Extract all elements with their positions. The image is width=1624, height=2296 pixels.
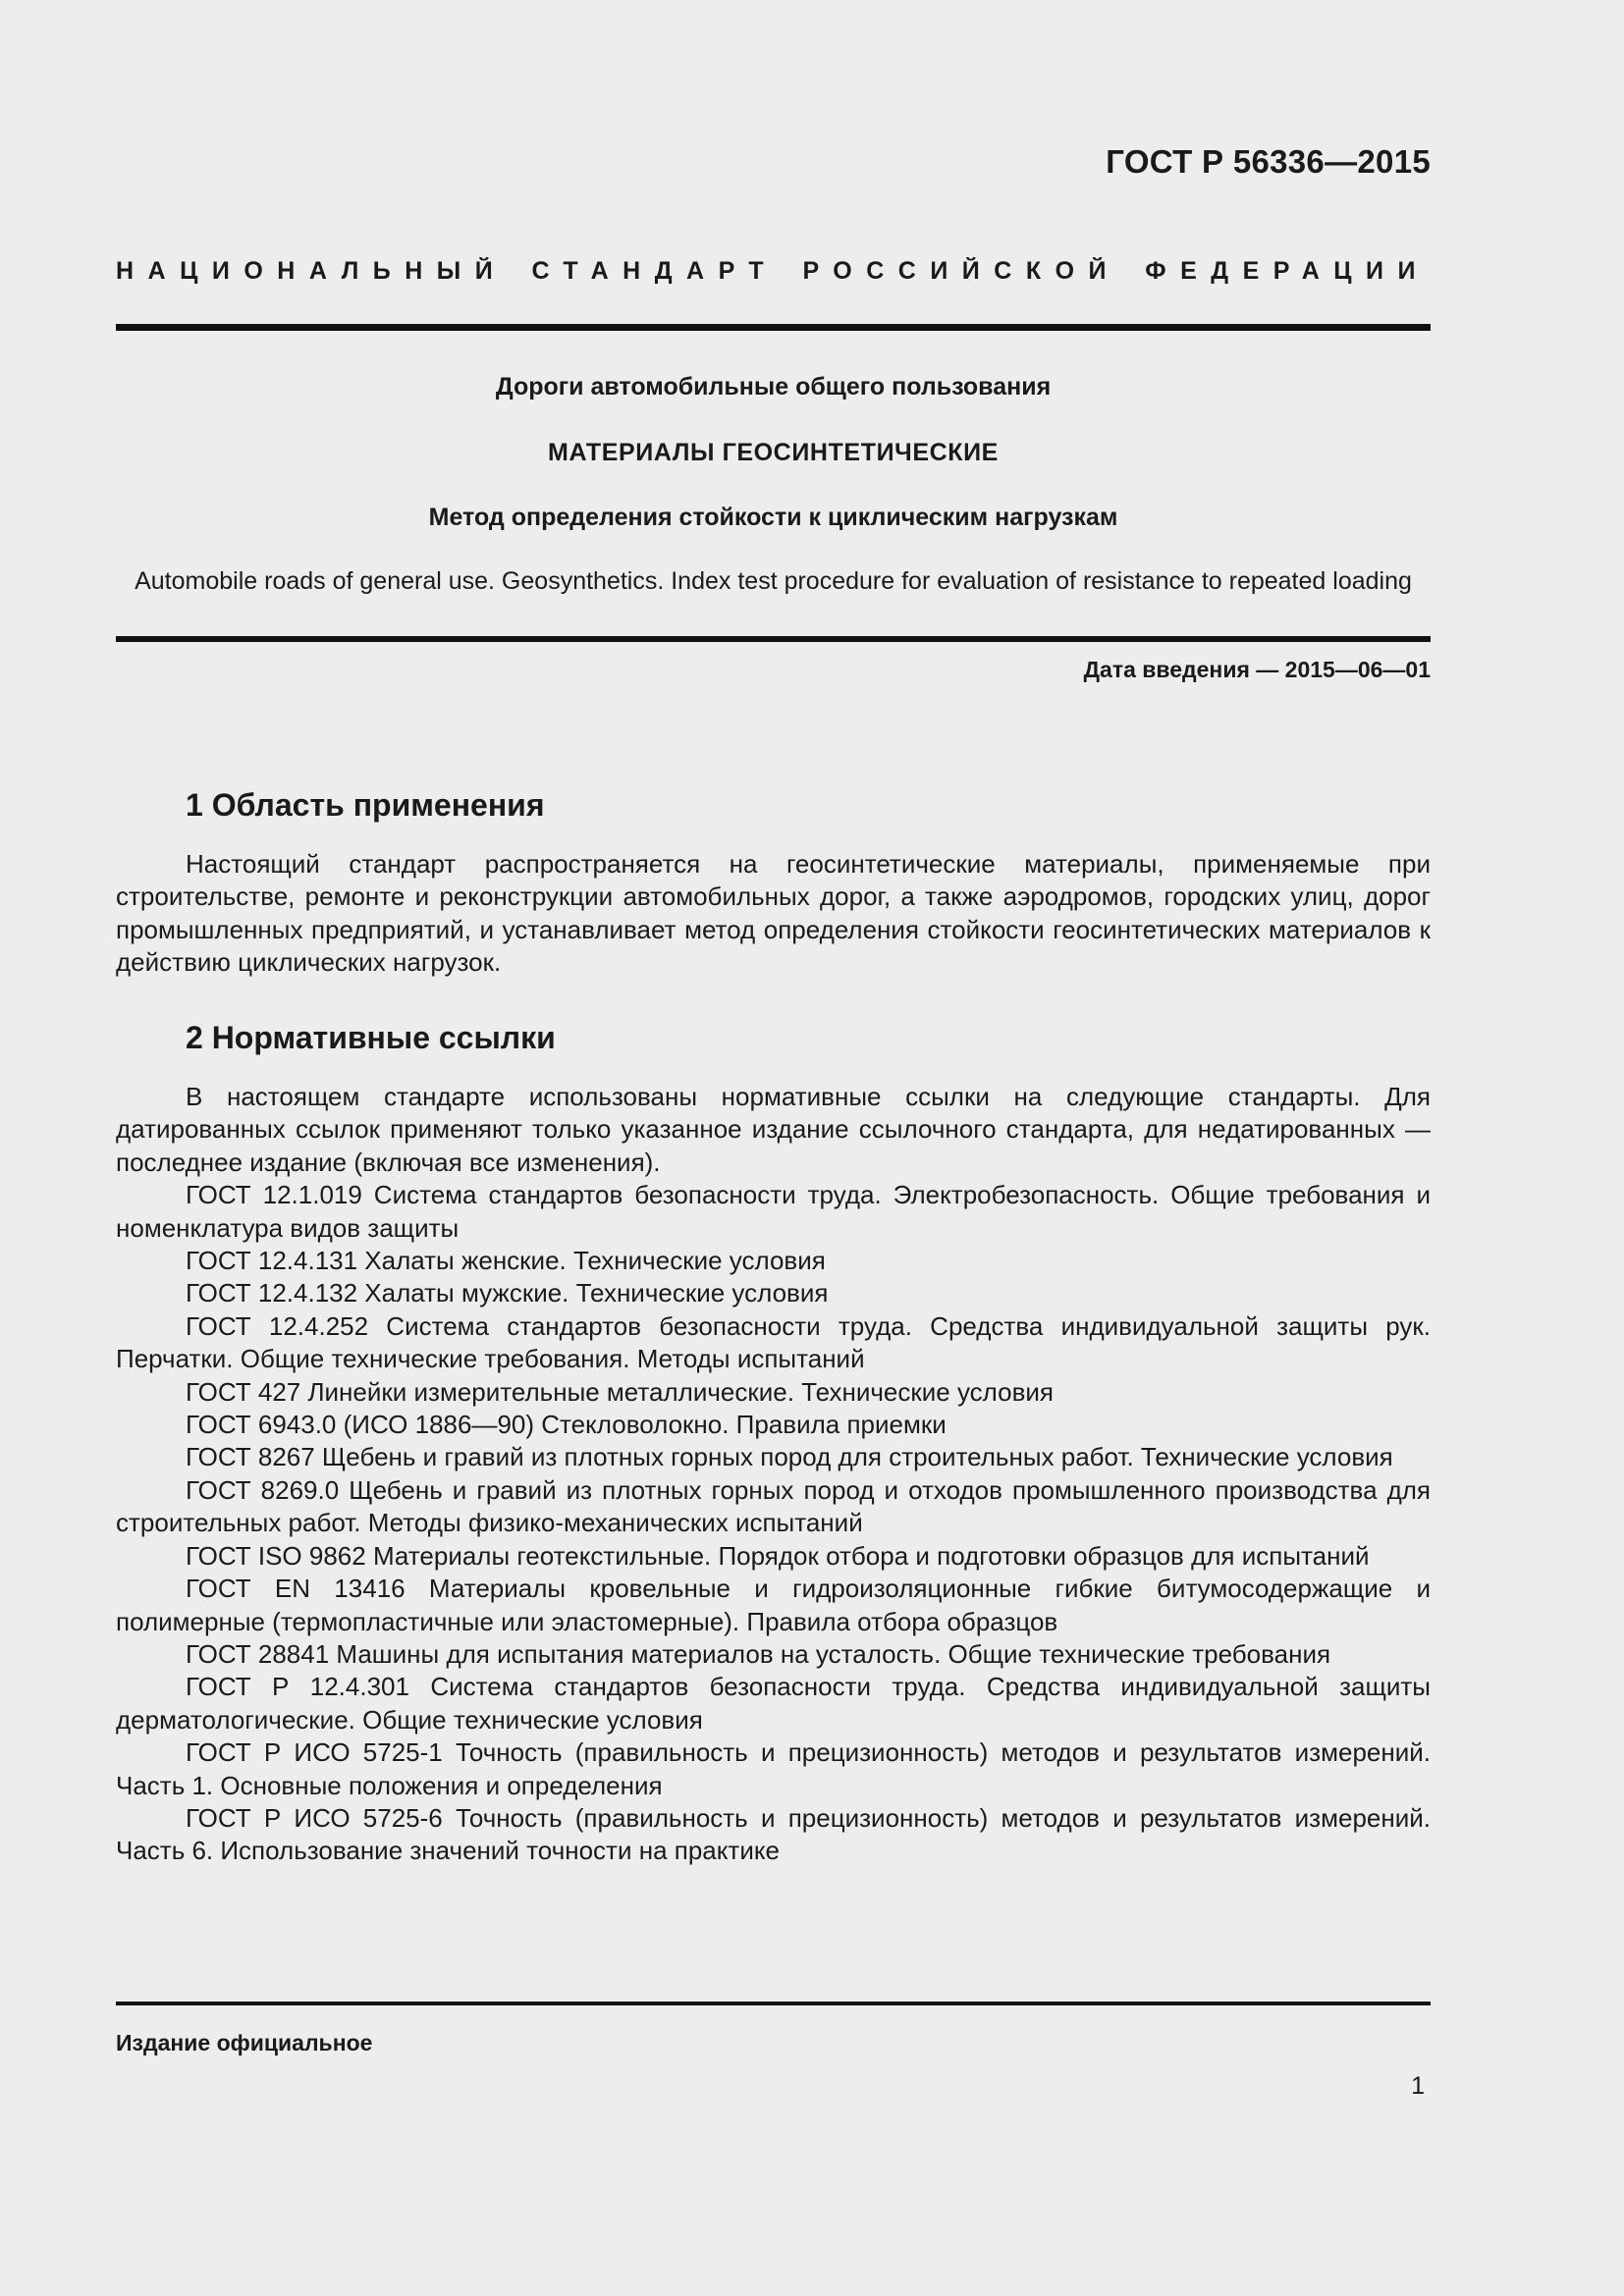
reference-item: ГОСТ 12.4.252 Система стандартов безопасности труда. Средства индивидуальной защиты рук. Перчатки. Общие технические требования. Методы испытаний xyxy=(116,1310,1431,1374)
national-standard-label: НАЦИОНАЛЬНЫЙ СТАНДАРТ РОССИЙСКОЙ ФЕДЕРАЦИИ xyxy=(116,257,1430,285)
reference-item: ГОСТ Р 12.4.301 Система стандартов безопасности труда. Средства индивидуальной защиты дерматологические. Общие технические условия xyxy=(116,1672,1431,1735)
title-line-3: Метод определения стойкости к циклическим нагрузкам xyxy=(428,504,1118,531)
reference-item: ГОСТ ISO 9862 Материалы геотекстильные. Порядок отбора и подготовки образцов для испытаний xyxy=(186,1540,1370,1571)
title-divider xyxy=(116,636,1431,642)
references-intro: В настоящем стандарте использованы нормативные ссылки на следующие стандарты. Для датированных ссылок применяют только указанное издание ссылочного стандарта, для недатированных — последнее издание (включая все изменения). xyxy=(116,1082,1431,1177)
edition-label: Издание официальное xyxy=(116,2030,373,2056)
title-line-2: МАТЕРИАЛЫ ГЕОСИНТЕТИЧЕСКИЕ xyxy=(548,439,999,466)
reference-item: ГОСТ 8267 Щебень и гравий из плотных горных пород для строительных работ. Технические условия xyxy=(186,1442,1393,1472)
title-line-1: Дороги автомобильные общего пользования xyxy=(495,373,1052,400)
reference-item: ГОСТ 12.4.131 Халаты женские. Технические условия xyxy=(186,1246,826,1276)
reference-item: ГОСТ 28841 Машины для испытания материалов на усталость. Общие технические требования xyxy=(186,1638,1331,1669)
title-english: Automobile roads of general use. Geosynthetics. Index test procedure for evaluation of resistance to repeated loading xyxy=(135,567,1412,595)
top-divider xyxy=(116,324,1431,331)
reference-item: ГОСТ 6943.0 (ИСО 1886—90) Стекловолокно. Правила приемки xyxy=(186,1410,947,1440)
footer-divider xyxy=(116,2002,1431,2005)
reference-item: ГОСТ 427 Линейки измерительные металлические. Технические условия xyxy=(186,1376,1054,1407)
page-number: 1 xyxy=(1411,2072,1425,2100)
reference-item: ГОСТ Р ИСО 5725-6 Точность (правильность и прецизионность) методов и результатов измерений. Часть 6. Использование значений точности на практике xyxy=(116,1802,1431,1866)
introduction-date: Дата введения — 2015—06—01 xyxy=(1083,657,1431,682)
reference-item: ГОСТ Р ИСО 5725-1 Точность (правильность и прецизионность) методов и результатов измерений. Часть 1. Основные положения и определения xyxy=(116,1737,1431,1800)
document-code: ГОСТ Р 56336—2015 xyxy=(1106,143,1431,180)
section-2-body xyxy=(116,1081,1431,1868)
section-1-body xyxy=(116,848,1431,980)
reference-item: ГОСТ 8269.0 Щебень и гравий из плотных горных пород и отходов промышленного производства для строительных работ. Методы физико-механических испытаний xyxy=(116,1474,1431,1538)
section-1-paragraph: Настоящий стандарт распространяется на геосинтетические материалы, применяемые при строительстве, ремонте и реконструкции автомобильных дорог, а также аэродромов, городских улиц, дорог промышленных предприятий, и устанавливает метод определения стойкости геосинтетических материалов к действию циклических нагрузок. xyxy=(116,849,1431,978)
section-1-heading: 1 Область применения xyxy=(186,787,545,823)
section-2-heading: 2 Нормативные ссылки xyxy=(186,1020,556,1055)
reference-item: ГОСТ 12.1.019 Система стандартов безопасности труда. Электробезопасность. Общие требования и номенклатура видов защиты xyxy=(116,1180,1431,1243)
reference-item: ГОСТ 12.4.132 Халаты мужские. Технические условия xyxy=(186,1278,829,1308)
reference-item: ГОСТ EN 13416 Материалы кровельные и гидроизоляционные гибкие битумосодержащие и полимерные (термопластичные или эластомерные). Правила отбора образцов xyxy=(116,1574,1431,1636)
